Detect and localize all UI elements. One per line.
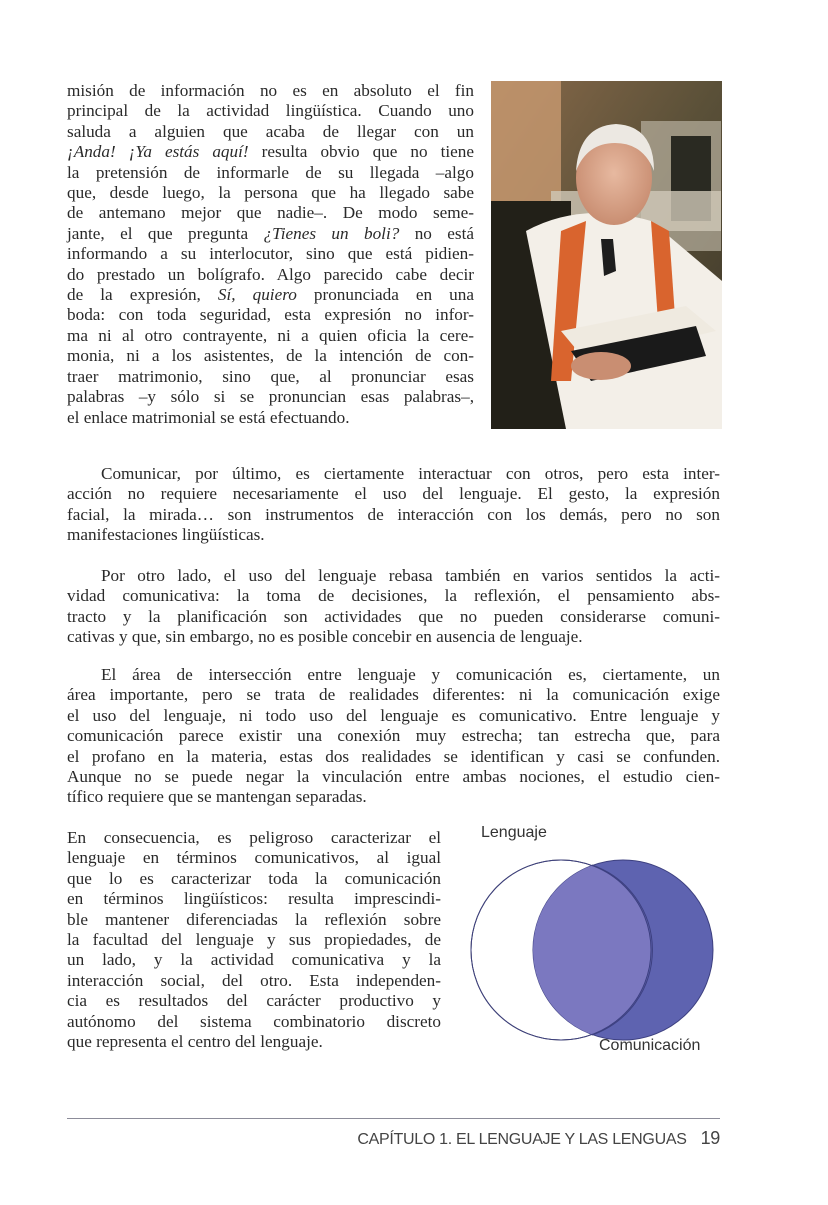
text-line: autónomo del sistema combinatorio discreto bbox=[67, 1011, 441, 1031]
text-line: que lo es caracterizar toda la comunicación bbox=[67, 868, 441, 888]
text-line: la facultad del lenguaje y sus propiedades, de bbox=[67, 930, 441, 950]
paragraph-intro-column bbox=[67, 81, 474, 428]
paragraph-consecuencia bbox=[67, 828, 441, 1052]
text-line: traer matrimonio, sino que, al pronunciar esas bbox=[67, 366, 474, 386]
text-line: el uso del lenguaje, ni todo uso del lenguaje es comunicativo. Entre lenguaje y bbox=[67, 705, 720, 725]
text-line: ¡Anda! ¡Ya estás aquí! resulta obvio que no tiene bbox=[67, 142, 474, 162]
text-line: que, desde luego, la persona que ha llegado sabe bbox=[67, 183, 474, 203]
text-line: palabras –y sólo si se pronuncian esas palabras–, bbox=[67, 387, 474, 407]
text-line: boda: con toda seguridad, esta expresión no infor- bbox=[67, 305, 474, 325]
text-line: interacción social, del otro. Esta independen- bbox=[67, 970, 441, 990]
text-line: misión de información no es en absoluto el fin bbox=[67, 81, 474, 100]
text-line: Comunicar, por último, es ciertamente interactuar con otros, pero esta inter- bbox=[101, 464, 720, 483]
text-line: jante, el que pregunta ¿Tienes un boli? no está bbox=[67, 223, 474, 243]
text-line: de antemano mejor que nadie–. De modo seme- bbox=[67, 203, 474, 223]
text-line: principal de la actividad lingüística. Cuando uno bbox=[67, 101, 474, 121]
venn-label-comunicacion: Comunicación bbox=[599, 1037, 701, 1054]
text-line: área importante, pero se trata de realidades diferentes: ni la comunicación exige bbox=[67, 685, 720, 705]
text-line: cia es resultados del carácter productivo y bbox=[67, 991, 441, 1011]
venn-circles bbox=[465, 820, 735, 1065]
text-line: ble mantener diferenciadas la reflexión sobre bbox=[67, 909, 441, 929]
page-number: 19 bbox=[700, 1128, 720, 1148]
text-line: de la expresión, Sí, quiero pronunciada en una bbox=[67, 285, 474, 305]
text-line: vidad comunicativa: la toma de decisiones, la reflexión, el pensamiento abs- bbox=[67, 586, 720, 606]
paragraph-interseccion bbox=[67, 665, 720, 808]
text-line: En consecuencia, es peligroso caracterizar el bbox=[67, 828, 441, 847]
chapter-title: CAPÍTULO 1. EL LENGUAJE Y LAS LENGUAS bbox=[357, 1131, 687, 1148]
running-footer bbox=[357, 1128, 720, 1149]
text-line: el profano en la materia, estas dos realidades se identifican y casi se confunden. bbox=[67, 746, 720, 766]
text-line: acción no requiere necesariamente el uso del lenguaje. El gesto, la expresión bbox=[67, 484, 720, 504]
text-line: tífico requiere que se mantengan separadas. bbox=[67, 787, 367, 807]
text-line: Por otro lado, el uso del lenguaje rebasa también en varios sentidos la acti- bbox=[101, 566, 720, 585]
text-line: do prestado un bolígrafo. Algo parecido cabe decir bbox=[67, 264, 474, 284]
text-line: monia, ni a los asistentes, de la intención de con- bbox=[67, 346, 474, 366]
text-line: manifestaciones lingüísticas. bbox=[67, 525, 265, 545]
venn-diagram-lenguaje-comunicacion bbox=[465, 820, 735, 1065]
text-line: facial, la mirada… son instrumentos de interacción con los demás, pero no son bbox=[67, 504, 720, 524]
paragraph-uso-lenguaje bbox=[67, 566, 720, 648]
text-line: en términos lingüísticos: resulta imprescindi- bbox=[67, 889, 441, 909]
text-line: el enlace matrimonial se está efectuando. bbox=[67, 407, 350, 427]
text-line: ma ni al otro contrayente, ni a quien oficia la cere- bbox=[67, 325, 474, 345]
text-line: comunicación parece existir una conexión muy estrecha; tan estrecha que, para bbox=[67, 726, 720, 746]
wedding-officiant-photo bbox=[491, 81, 722, 429]
text-line: saluda a alguien que acaba de llegar con un bbox=[67, 121, 474, 141]
text-line: El área de intersección entre lenguaje y comunicación es, ciertamente, un bbox=[101, 665, 720, 684]
text-line: Aunque no se puede negar la vinculación entre ambas nociones, el estudio cien- bbox=[67, 767, 720, 787]
text-line: informando a su interlocutor, sino que está pidien- bbox=[67, 244, 474, 264]
text-line: que representa el centro del lenguaje. bbox=[67, 1032, 323, 1052]
paragraph-comunicar bbox=[67, 464, 720, 546]
text-line: cativas y que, sin embargo, no es posible concebir en ausencia de lenguaje. bbox=[67, 627, 583, 647]
footer-rule bbox=[67, 1118, 720, 1119]
text-line: lenguaje en términos comunicativos, al igual bbox=[67, 848, 441, 868]
text-line: un lado, y la actividad comunicativa y la bbox=[67, 950, 441, 970]
text-line: la pretensión de informarle de su llegada –algo bbox=[67, 162, 474, 182]
venn-label-lenguaje: Lenguaje bbox=[481, 824, 547, 841]
text-line: tracto y la planificación son actividades que no pueden considerarse comuni- bbox=[67, 606, 720, 626]
